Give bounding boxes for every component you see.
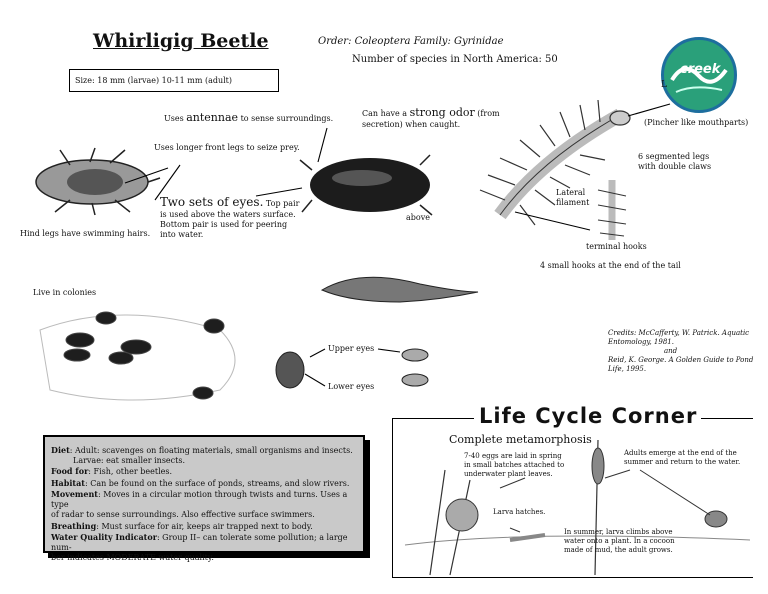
lifecycle-title: Life Cycle Corner <box>475 404 701 428</box>
above-label: above <box>406 213 430 222</box>
beetle-underside-illustration <box>36 148 160 215</box>
diet-row <box>51 445 357 456</box>
lateral-1: Lateral <box>556 188 586 197</box>
odor-pre: Can have a <box>362 109 410 118</box>
food-label: Food for <box>51 466 89 477</box>
adults-1: Adults emerge at the end of the <box>624 449 737 457</box>
movement-text: : Moves in a circular motion through twists and turns. Uses a type <box>51 489 348 510</box>
eyes-l1: Top pair <box>263 199 300 208</box>
larva-hatches-label: Larva hatches. <box>493 508 546 516</box>
facts-box <box>43 435 365 563</box>
credits <box>608 329 753 374</box>
terminal-hooks-illustration <box>598 180 626 240</box>
tail-hooks-label: 4 small hooks at the end of the tail <box>540 261 681 270</box>
order-family: Order: Coleoptera Family: Gyrinidae <box>318 36 504 47</box>
summer-2: water onto a plant. In a cocoon <box>564 536 675 545</box>
diet-text: : Adult: scavenges on floating materials, small organisms and insects. <box>69 446 353 455</box>
lateral-filament-label <box>556 188 589 208</box>
breathing-row <box>51 521 357 532</box>
habitat-label: Habitat <box>51 477 85 488</box>
water-quality-label: Water Quality Indicator <box>51 531 157 542</box>
eggs-1: 7-40 eggs are laid in spring <box>464 452 562 460</box>
odor-word: strong odor <box>409 106 475 119</box>
diet-label: Diet <box>51 445 70 455</box>
water-quality-text: : Group II– can tolerate some pollution; a large num- <box>51 532 348 553</box>
page-title: Whirligig Beetle <box>93 30 269 52</box>
eggs-2: in small batches attached to <box>464 460 565 469</box>
six-legs-1: 6 segmented legs <box>638 152 710 161</box>
antennae-post: to sense surroundings. <box>238 114 334 123</box>
front-legs-label: Uses longer front legs to seize prey. <box>154 143 300 152</box>
logo-text: creek <box>680 62 721 77</box>
movement-row <box>51 489 357 510</box>
eggs-label <box>464 452 564 478</box>
movement-text-2: of radar to sense surroundings. Also effective surface swimmers. <box>51 510 315 520</box>
odor-post: (from <box>474 109 500 118</box>
eyes-heading: Two sets of eyes. <box>160 195 264 209</box>
colonies-illustration <box>40 312 235 400</box>
summer-1: In summer, larva climbs above <box>564 528 673 536</box>
size-box: Size: 18 mm (larvae) 10-11 mm (adult) <box>69 69 279 92</box>
summer-label <box>564 528 675 554</box>
eyes-label <box>160 195 299 240</box>
antennae-word: antennae <box>186 111 239 124</box>
odor-line2: secretion) when caught. <box>362 119 461 129</box>
credit-line-3: and <box>664 347 678 356</box>
odor-label <box>362 106 500 130</box>
six-legs-2: with double claws <box>638 162 712 171</box>
habitat-row <box>51 478 357 489</box>
lifecycle-rule-left <box>392 418 474 419</box>
beetle-side-illustration <box>322 277 478 302</box>
breathing-label: Breathing <box>51 520 97 531</box>
lateral-2: filament <box>556 198 590 207</box>
eggs-3: underwater plant leaves. <box>464 469 553 478</box>
lifecycle-subtitle: Complete metamorphosis <box>449 433 592 446</box>
adults-label <box>624 449 740 467</box>
antennae-pre: Uses <box>164 114 187 123</box>
food-row <box>51 466 357 477</box>
eyes-l4: into water. <box>160 230 204 239</box>
water-quality-row <box>51 532 357 553</box>
eyes-l3: Bottom pair is used for peering <box>160 220 288 229</box>
hind-legs-label: Hind legs have swimming hairs. <box>20 229 151 238</box>
lower-eyes-label: Lower eyes <box>328 382 375 391</box>
summer-3: made of mud, the adult grows. <box>564 545 673 554</box>
pincher-label: (Pincher like mouthparts) <box>644 118 749 127</box>
colonies-label: Live in colonies <box>33 288 97 297</box>
credit-line-1: Credits: McCafferty, W. Patrick. Aquatic <box>608 329 750 337</box>
water-quality-text-2: ber indicates MODERATE water quality. <box>51 553 214 563</box>
mouthparts-partial-label: L <box>661 80 667 90</box>
terminal-hooks-label: terminal hooks <box>586 242 647 251</box>
diet-text-2: Larvae: eat smaller insects. <box>73 456 186 466</box>
antennae-label <box>164 111 333 125</box>
adults-2: summer and return to the water. <box>624 457 741 466</box>
credit-line-5: Life, 1995. <box>608 365 647 374</box>
breathing-text: : Must surface for air, keeps air trapped next to body. <box>96 521 313 531</box>
habitat-text: : Can be found on the surface of ponds, streams, and slow rivers. <box>84 478 350 488</box>
species-count: Number of species in North America: 50 <box>352 54 558 65</box>
credit-line-2: Entomology, 1981. <box>608 338 674 347</box>
upper-eyes-label: Upper eyes <box>328 344 375 353</box>
credit-line-4: Reid, K. George. A Golden Guide to Pond <box>608 356 754 365</box>
food-text: : Fish, other beetles. <box>88 467 173 477</box>
movement-label: Movement <box>51 488 98 499</box>
eyes-l2: is used above the waters surface. <box>160 210 296 219</box>
six-legs-label <box>638 152 711 172</box>
beetle-top-illustration <box>300 155 432 215</box>
